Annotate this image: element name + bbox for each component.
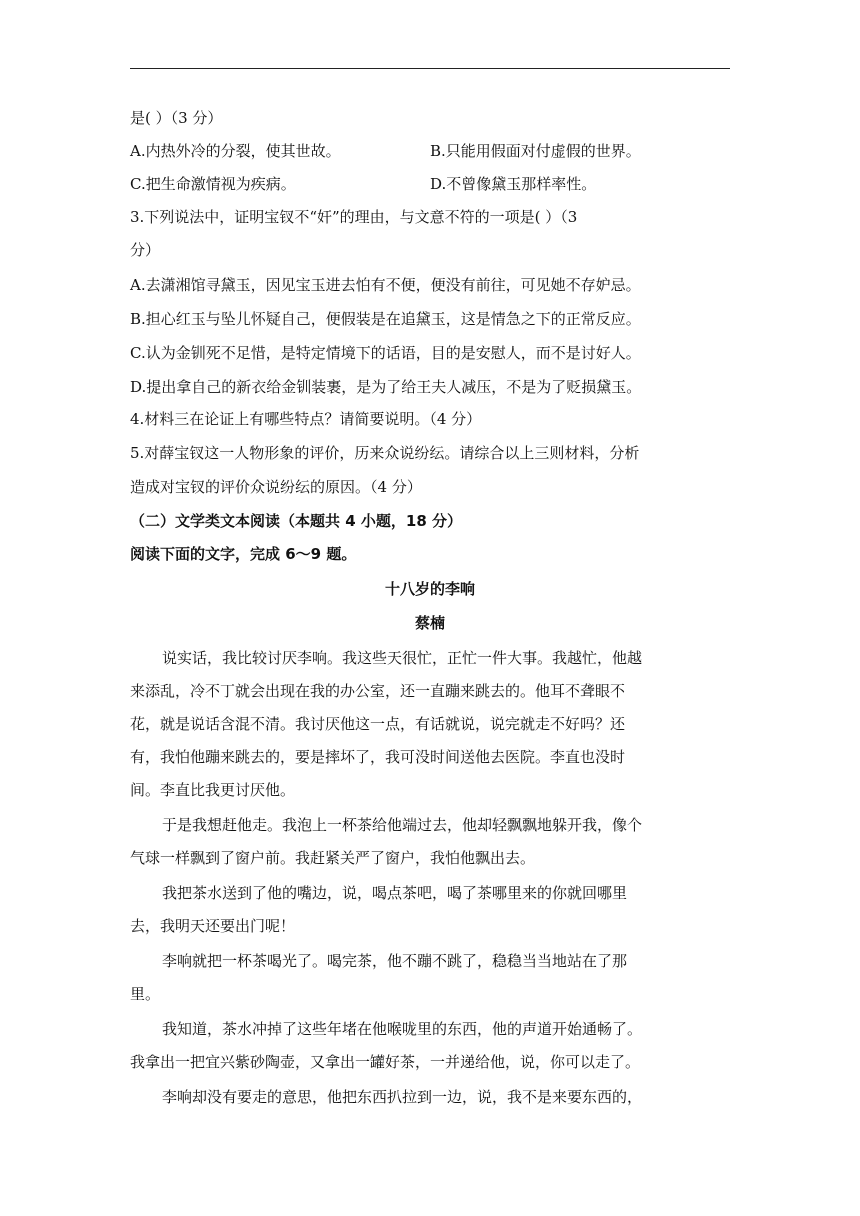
header-rule xyxy=(130,68,730,69)
q2-stem-end: 是( ）（3 分） xyxy=(130,109,223,127)
story-author: 蔡楠 xyxy=(414,614,445,632)
q3-stem: 3.下列说法中，证明宝钗不“奸”的理由，与文意不符的一项是( ）（3 xyxy=(130,208,578,226)
q5-line-1: 5.对薛宝钗这一人物形象的评价，历来众说纷纭。请综合以上三则材料，分析 xyxy=(130,444,640,462)
story-line: 我拿出一把宜兴紫砂陶壶，又拿出一罐好茶，一并递给他，说，你可以走了。 xyxy=(130,1053,641,1071)
q4: 4.材料三在论证上有哪些特点？请简要说明。（4 分） xyxy=(130,410,482,428)
story-line: 于是我想赶他走。我泡上一杯茶给他端过去，他却轻飘飘地躲开我，像个 xyxy=(162,816,643,834)
story-line: 李响就把一杯茶喝光了。喝完茶，他不蹦不跳了，稳稳当当地站在了那 xyxy=(162,952,628,970)
section-heading: （二）文学类文本阅读（本题共 4 小题，18 分） xyxy=(130,512,462,530)
story-line: 李响却没有要走的意思，他把东西扒拉到一边，说，我不是来要东西的， xyxy=(162,1088,643,1106)
story-line: 间。李直比我更讨厌他。 xyxy=(130,781,296,799)
story-line: 来添乱，冷不丁就会出现在我的办公室，还一直蹦来跳去的。他耳不聋眼不 xyxy=(130,682,626,700)
story-title: 十八岁的李响 xyxy=(384,580,475,598)
q3-option-b: B.担心红玉与坠儿怀疑自己，便假装是在追黛玉，这是情急之下的正常反应。 xyxy=(130,310,641,328)
q2-option-a: A.内热外冷的分裂，使其世故。 xyxy=(130,142,341,160)
q2-option-d: D.不曾像黛玉那样率性。 xyxy=(430,175,597,193)
story-line: 我把茶水送到了他的嘴边，说，喝点茶吧，喝了茶哪里来的你就回哪里 xyxy=(162,884,628,902)
q3-stem-cont: 分） xyxy=(130,241,161,259)
story-line: 花，就是说话含混不清。我讨厌他这一点，有话就说，说完就走不好吗？还 xyxy=(130,715,626,733)
q3-option-a: A.去潇湘馆寻黛玉，因见宝玉进去怕有不便，便没有前往，可见她不存妒忌。 xyxy=(130,276,641,294)
q3-option-d: D.提出拿自己的新衣给金钏装裹，是为了给王夫人减压，不是为了贬损黛玉。 xyxy=(130,378,642,396)
q2-option-c: C.把生命激情视为疾病。 xyxy=(130,175,296,193)
story-line: 里。 xyxy=(130,985,161,1003)
story-line: 我知道，茶水冲掉了这些年堵在他喉咙里的东西，他的声道开始通畅了。 xyxy=(162,1020,643,1038)
story-line: 气球一样飘到了窗户前。我赶紧关严了窗户，我怕他飘出去。 xyxy=(130,849,536,867)
section-instruction: 阅读下面的文字，完成 6～9 题。 xyxy=(130,545,357,563)
q3-option-c: C.认为金钏死不足惜，是特定情境下的话语，目的是安慰人，而不是讨好人。 xyxy=(130,344,641,362)
story-line: 说实话，我比较讨厌李响。我这些天很忙，正忙一件大事。我越忙，他越 xyxy=(162,649,643,667)
q5-line-2: 造成对宝钗的评价众说纷纭的原因。（4 分） xyxy=(130,478,422,496)
story-line: 有，我怕他蹦来跳去的，要是摔坏了，我可没时间送他去医院。李直也没时 xyxy=(130,748,626,766)
story-line: 去，我明天还要出门呢！ xyxy=(130,917,296,935)
q2-option-b: B.只能用假面对付虚假的世界。 xyxy=(430,142,641,160)
